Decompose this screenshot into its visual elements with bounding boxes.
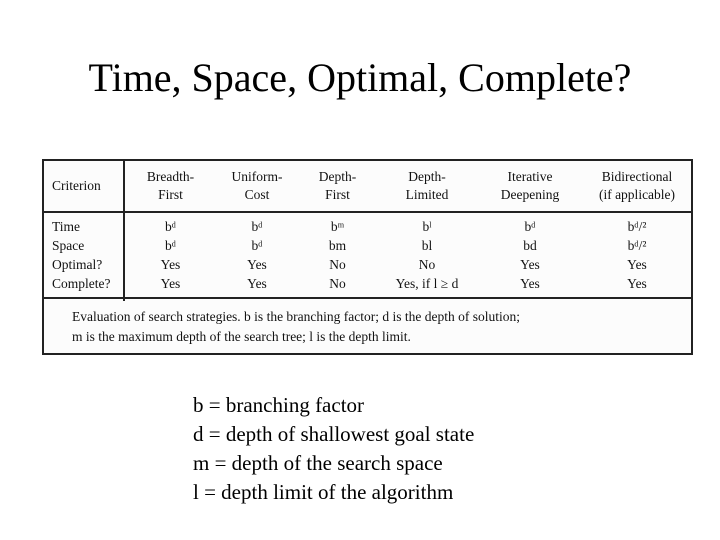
legend-line: l = depth limit of the algorithm [193,480,454,504]
table-cell: Yes, if l ≥ d [395,276,459,291]
strategy-column [298,212,377,301]
criterion-label: Optimal? [52,257,103,272]
criterion-header: Criterion [44,161,124,212]
column-header: Depth- Limited [377,161,477,212]
strategy-comparison-table [44,161,691,301]
column-header: Breadth- First [124,161,216,212]
strategy-column [216,212,298,301]
table-cell: bᵈ [165,238,176,253]
table-cell: No [329,257,346,272]
criterion-label: Complete? [52,276,111,291]
criterion-label: Space [52,238,85,253]
table-cell: Yes [627,276,647,291]
table-cell: Yes [160,257,181,272]
table-cell: bᵈ [251,238,263,253]
caption-line: m is the maximum depth of the search tree; l is the depth limit. [72,329,411,344]
search-strategies-table-image [42,159,693,355]
table-cell: bᵈ [165,219,176,234]
column-header: Iterative Deepening [477,161,583,212]
table-cell: bᵐ [330,219,345,234]
strategy-column [477,212,583,301]
table-caption [44,297,691,353]
slide-title: Time, Space, Optimal, Complete? [88,55,632,100]
table-cell: bᵈ/² [627,238,647,253]
table-cell: bᵈ [524,219,536,234]
variable-legend [193,391,474,507]
table-cell: Yes [247,257,267,272]
column-header: Depth- First [298,161,377,212]
strategy-column [124,212,216,301]
strategy-column [583,212,691,301]
table-cell: No [418,257,436,272]
column-header: Uniform- Cost [216,161,298,212]
table-cell: bᵈ [251,219,263,234]
table-cell: bd [523,238,537,253]
table-cell: bm [328,238,347,253]
legend-line: b = branching factor [193,393,365,417]
table-cell: Yes [160,276,181,291]
criteria-column [44,212,124,301]
table-cell: Yes [520,276,540,291]
table-header-row [44,161,691,212]
table-cell: bˡ [422,219,432,234]
column-header: Bidirectional (if applicable) [583,161,691,212]
legend-line: d = depth of shallowest goal state [193,422,475,446]
table-cell: Yes [520,257,540,272]
table-cell: No [329,276,346,291]
table-cell: bᵈ/² [627,219,647,234]
table-body-row [44,212,691,301]
table-cell: bl [421,238,433,253]
table-cell: Yes [247,276,267,291]
caption-line: Evaluation of search strategies. b is the branching factor; d is the depth of solution; [72,309,521,324]
strategy-column [377,212,477,301]
table-cell: Yes [627,257,647,272]
legend-line: m = depth of the search space [193,451,443,475]
criterion-label: Time [52,219,81,234]
